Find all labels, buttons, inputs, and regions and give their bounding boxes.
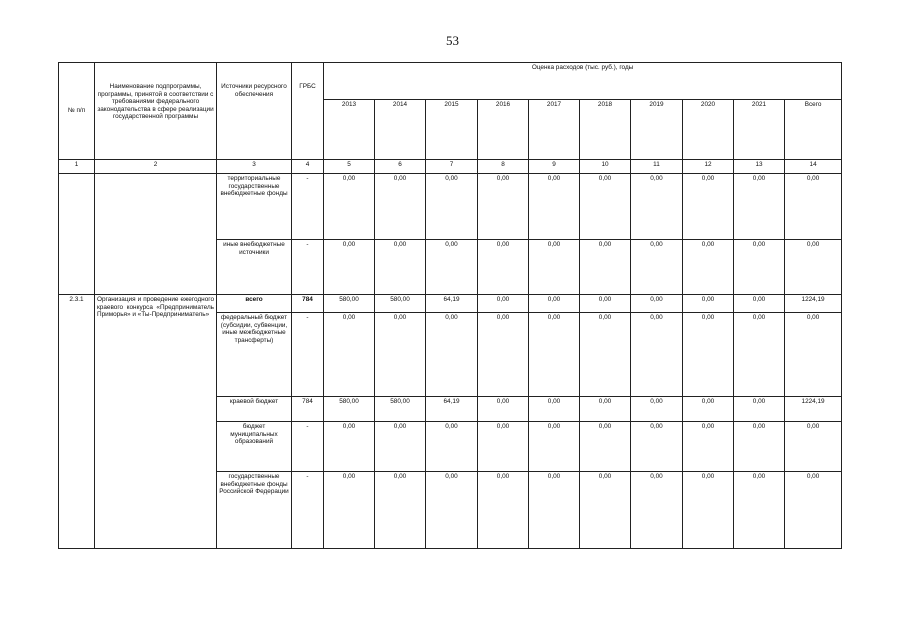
table-row [59,174,842,240]
value-cell: 0,00 [529,472,580,549]
header-year: Всего [785,100,842,160]
column-number: 11 [631,160,683,174]
value-cell: 580,00 [375,397,426,422]
header-estimate: Оценка расходов (тыс. руб.), годы [324,63,842,100]
value-cell: 0,00 [478,397,529,422]
value-cell: 0,00 [478,472,529,549]
header-year: 2020 [683,100,734,160]
value-cell: 0,00 [529,240,580,295]
header-source: Источники ресурсного обеспечения [217,63,292,160]
grbs-cell: - [292,472,324,549]
value-cell: 0,00 [478,422,529,472]
grbs-cell: - [292,313,324,397]
value-cell: 0,00 [631,422,683,472]
value-cell: 0,00 [324,313,375,397]
value-cell: 0,00 [631,240,683,295]
header-year: 2021 [734,100,785,160]
value-cell: 0,00 [734,472,785,549]
page-number: 53 [446,33,459,48]
value-cell: 0,00 [426,313,478,397]
grbs-cell: 784 [292,397,324,422]
grbs-cell: - [292,240,324,295]
value-cell: 580,00 [375,295,426,313]
header-year: 2017 [529,100,580,160]
value-cell: 0,00 [785,422,842,472]
value-cell: 0,00 [580,397,631,422]
value-cell: 0,00 [580,240,631,295]
empty-name-cell [95,174,217,295]
value-cell: 580,00 [324,397,375,422]
value-cell: 0,00 [324,422,375,472]
value-cell: 0,00 [631,313,683,397]
value-cell: 0,00 [375,472,426,549]
source-cell: бюджет муниципальных образований [217,422,292,472]
grbs-cell: - [292,422,324,472]
item-number: 2.3.1 [59,295,95,549]
column-number: 1 [59,160,95,174]
value-cell: 64,19 [426,295,478,313]
value-cell: 0,00 [324,240,375,295]
header-year: 2019 [631,100,683,160]
value-cell: 0,00 [734,174,785,240]
value-cell: 0,00 [631,295,683,313]
value-cell: 0,00 [375,240,426,295]
header-year: 2018 [580,100,631,160]
value-cell: 0,00 [426,422,478,472]
value-cell: 0,00 [478,295,529,313]
value-cell: 0,00 [375,174,426,240]
value-cell: 0,00 [580,295,631,313]
source-cell: государственные внебюджетные фонды Российской Федерации [217,472,292,549]
source-cell: краевой бюджет [217,397,292,422]
value-cell: 0,00 [529,313,580,397]
column-number: 5 [324,160,375,174]
value-cell: 0,00 [785,240,842,295]
value-cell: 0,00 [683,472,734,549]
value-cell: 0,00 [734,240,785,295]
value-cell: 0,00 [683,313,734,397]
value-cell: 0,00 [426,240,478,295]
value-cell: 0,00 [426,472,478,549]
value-cell: 0,00 [631,174,683,240]
header-row-1 [59,63,842,100]
value-cell: 0,00 [683,422,734,472]
column-number: 13 [734,160,785,174]
source-cell: иные внебюджетные источники [217,240,292,295]
value-cell: 0,00 [426,174,478,240]
source-cell: всего [217,295,292,313]
column-number: 10 [580,160,631,174]
value-cell: 0,00 [529,422,580,472]
value-cell: 0,00 [324,174,375,240]
value-cell: 64,19 [426,397,478,422]
budget-table [58,62,842,549]
value-cell: 0,00 [734,397,785,422]
header-year: 2015 [426,100,478,160]
grbs-cell: 784 [292,295,324,313]
value-cell: 0,00 [529,295,580,313]
header-num: № п/п [59,63,95,160]
value-cell: 0,00 [631,397,683,422]
item-name: Организация и проведение ежегодного краевого конкурса «Предприниматель Приморья» и «Ты-Предприниматель» [95,295,217,549]
value-cell: 0,00 [785,174,842,240]
value-cell: 1224,19 [785,295,842,313]
source-cell: федеральный бюджет (субсидии, субвенции, иные межбюджетные трансферты) [217,313,292,397]
value-cell: 0,00 [734,313,785,397]
header-grbs: ГРБС [292,63,324,160]
column-number: 8 [478,160,529,174]
grbs-cell: - [292,174,324,240]
column-number: 9 [529,160,580,174]
column-number: 12 [683,160,734,174]
column-number: 6 [375,160,426,174]
column-number: 3 [217,160,292,174]
value-cell: 0,00 [785,472,842,549]
column-number: 7 [426,160,478,174]
value-cell: 580,00 [324,295,375,313]
source-cell: территориальные государственные внебюджетные фонды [217,174,292,240]
value-cell: 0,00 [683,174,734,240]
header-year: 2014 [375,100,426,160]
value-cell: 0,00 [580,313,631,397]
value-cell: 0,00 [785,313,842,397]
value-cell: 0,00 [580,422,631,472]
value-cell: 0,00 [683,240,734,295]
value-cell: 0,00 [375,422,426,472]
value-cell: 1224,19 [785,397,842,422]
value-cell: 0,00 [478,174,529,240]
column-number: 4 [292,160,324,174]
header-year: 2016 [478,100,529,160]
value-cell: 0,00 [375,313,426,397]
empty-num-cell [59,174,95,295]
value-cell: 0,00 [478,240,529,295]
value-cell: 0,00 [734,295,785,313]
value-cell: 0,00 [683,295,734,313]
value-cell: 0,00 [580,174,631,240]
value-cell: 0,00 [324,472,375,549]
value-cell: 0,00 [478,313,529,397]
header-name: Наименование подпрограммы, программы, принятой в соответствии с требованиями федерального законодательства в сфере реализации государственной программы [95,63,217,160]
header-year: 2013 [324,100,375,160]
value-cell: 0,00 [734,422,785,472]
value-cell: 0,00 [683,397,734,422]
column-number: 14 [785,160,842,174]
value-cell: 0,00 [529,397,580,422]
column-number: 2 [95,160,217,174]
table-row [59,295,842,313]
value-cell: 0,00 [631,472,683,549]
value-cell: 0,00 [580,472,631,549]
value-cell: 0,00 [529,174,580,240]
column-numbers-row [59,160,842,174]
